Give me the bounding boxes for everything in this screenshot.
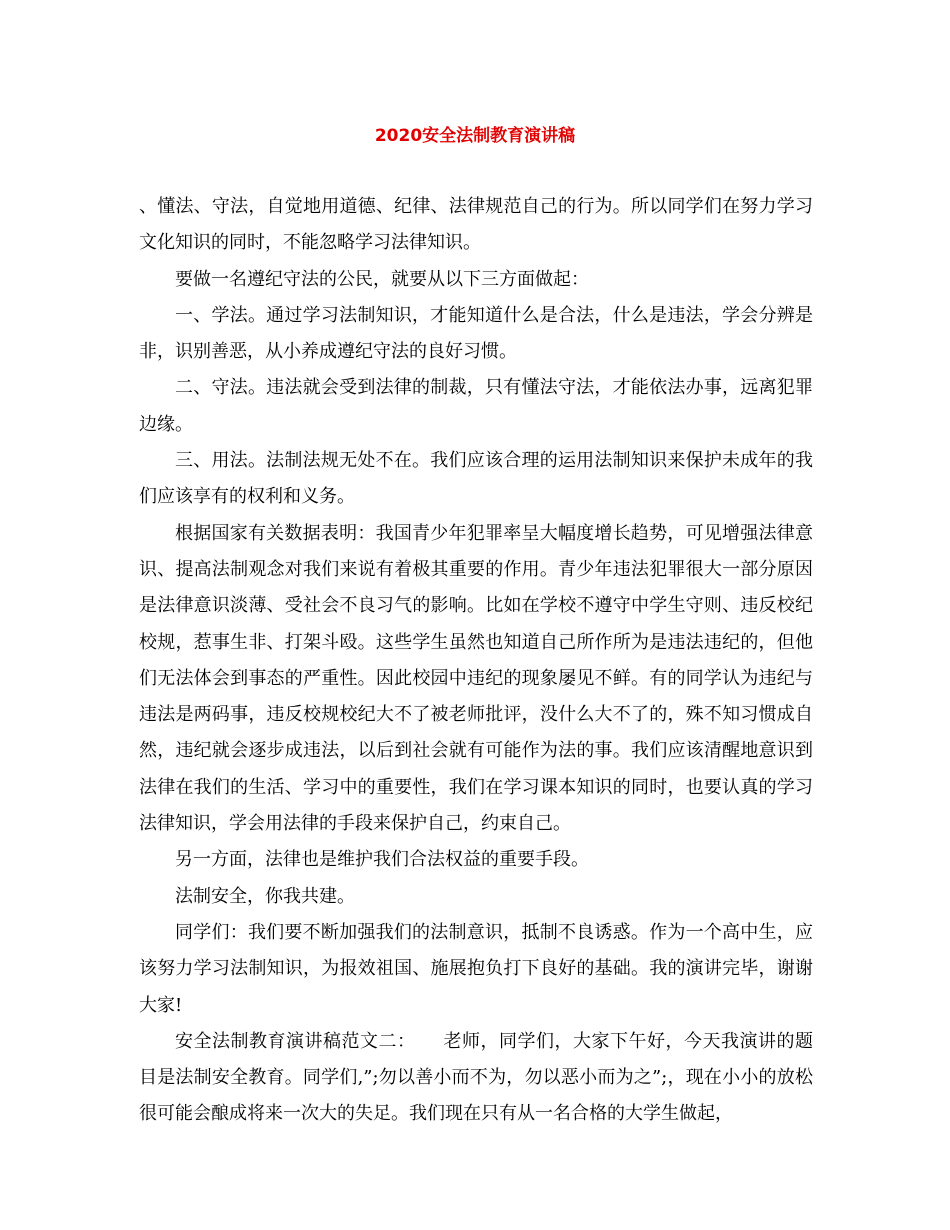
paragraph-sample-two: 安全法制教育演讲稿范文二： 老师，同学们，大家下午好，今天我演讲的题目是法制安全教育。同学们,”;勿以善小而不为，勿以恶小而为之”;，现在小小的放松很可能会酿成将来一次大的失足。我们现在只有从一名合格的大学生做起， bbox=[139, 1030, 813, 1125]
document-title: 2020安全法制教育演讲稿 bbox=[374, 126, 576, 146]
paragraph-slogan: 法制安全，你我共建。 bbox=[175, 885, 355, 907]
paragraph-obey-law: 二、守法。违法就会受到法律的制裁，只有懂法守法，才能依法办事，远离犯罪边缘。 bbox=[139, 377, 813, 435]
paragraph-intro-continuation: 、懂法、守法，自觉地用道德、纪律、法律规范自己的行为。所以同学们在努力学习文化知识的同时，不能忽略学习法律知识。 bbox=[139, 196, 813, 254]
paragraph-three-aspects: 要做一名遵纪守法的公民，就要从以下三方面做起： bbox=[175, 268, 589, 290]
paragraph-learn-law: 一、学法。通过学习法制知识，才能知道什么是合法，什么是违法，学会分辨是非，识别善恶，从小养成遵纪守法的良好习惯。 bbox=[139, 304, 813, 363]
paragraph-statistics: 根据国家有关数据表明：我国青少年犯罪率呈大幅度增长趋势，可见增强法律意识、提高法制观念对我们来说有着极其重要的作用。青少年违法犯罪很大一部分原因是法律意识淡薄、受社会不良习气的影响。比如在学校不遵守中学生守则、违反校纪校规，惹事生非、打架斗殴。这些学生虽然也知道自己所作所为是违法违纪的，但他们无法体会到事态的严重性。因此校园中违纪的现象屡见不鲜。有的同学认为违纪与违法是两码事，违反校规校纪大不了被老师批评，没什么大不了的，殊不知习惯成自然，违纪就会逐步成违法，以后到社会就有可能作为法的事。我们应该清醒地意识到法律在我们的生活、学习中的重要性，我们在学习课本知识的同时，也要认真的学习法律知识，学会用法律的手段来保护自己，约束自己。 bbox=[139, 522, 813, 835]
paragraph-rights: 另一方面，法律也是维护我们合法权益的重要手段。 bbox=[175, 849, 589, 871]
paragraph-use-law: 三、用法。法制法规无处不在。我们应该合理的运用法制知识来保护未成年的我们应该享有的权利和义务。 bbox=[139, 450, 813, 508]
paragraph-closing: 同学们：我们要不断加强我们的法制意识，抵制不良诱惑。作为一个高中生，应该努力学习法制知识，为报效祖国、施展抱负打下良好的基础。我的演讲完毕，谢谢大家! bbox=[139, 921, 813, 1016]
document-body bbox=[139, 189, 813, 1133]
